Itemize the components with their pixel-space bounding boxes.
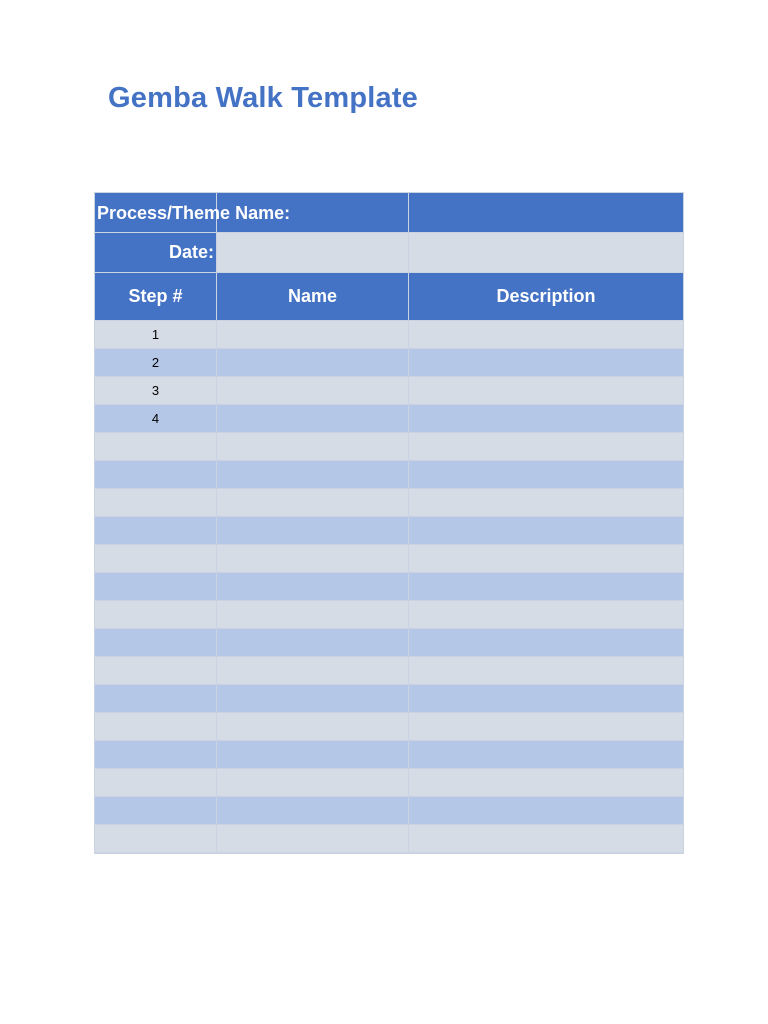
step-description-cell[interactable] <box>409 629 683 657</box>
step-name-cell[interactable] <box>217 657 409 685</box>
date-field[interactable] <box>217 233 409 273</box>
step-number-cell[interactable] <box>95 825 217 853</box>
step-description-cell[interactable] <box>409 685 683 713</box>
step-name-cell[interactable] <box>217 713 409 741</box>
table-row <box>95 321 683 349</box>
step-number-cell[interactable] <box>95 657 217 685</box>
step-number-cell[interactable] <box>95 433 217 461</box>
step-name-cell[interactable] <box>217 517 409 545</box>
step-description-cell[interactable] <box>409 321 683 349</box>
step-number-cell[interactable] <box>95 685 217 713</box>
step-description-cell[interactable] <box>409 657 683 685</box>
table-row <box>95 713 683 741</box>
step-description-cell[interactable] <box>409 545 683 573</box>
step-number-cell[interactable]: 2 <box>95 349 217 377</box>
step-description-cell[interactable] <box>409 769 683 797</box>
step-name-cell[interactable] <box>217 405 409 433</box>
step-number-cell[interactable] <box>95 629 217 657</box>
step-name-cell[interactable] <box>217 461 409 489</box>
step-name-cell[interactable] <box>217 545 409 573</box>
step-description-cell[interactable] <box>409 825 683 853</box>
step-description-cell[interactable] <box>409 489 683 517</box>
step-number-cell[interactable] <box>95 713 217 741</box>
step-number-cell[interactable]: 3 <box>95 377 217 405</box>
column-header-row <box>95 273 683 321</box>
step-description-cell[interactable] <box>409 405 683 433</box>
step-number-cell[interactable] <box>95 741 217 769</box>
step-name-cell[interactable] <box>217 741 409 769</box>
step-number-cell[interactable] <box>95 517 217 545</box>
step-number-cell[interactable] <box>95 573 217 601</box>
step-number-cell[interactable]: 4 <box>95 405 217 433</box>
table-row <box>95 573 683 601</box>
table-row <box>95 741 683 769</box>
table-row <box>95 657 683 685</box>
step-name-cell[interactable] <box>217 349 409 377</box>
table-row <box>95 685 683 713</box>
table-row <box>95 601 683 629</box>
step-name-cell[interactable] <box>217 629 409 657</box>
step-description-cell[interactable] <box>409 517 683 545</box>
table-row <box>95 461 683 489</box>
table-row <box>95 545 683 573</box>
page-title: Gemba Walk Template <box>108 82 418 114</box>
step-description-cell[interactable] <box>409 461 683 489</box>
step-number-cell[interactable] <box>95 461 217 489</box>
table-row <box>95 405 683 433</box>
table-row <box>95 517 683 545</box>
step-name-cell[interactable] <box>217 321 409 349</box>
step-description-cell[interactable] <box>409 377 683 405</box>
step-name-cell[interactable] <box>217 601 409 629</box>
table-body <box>95 321 683 853</box>
step-number-cell[interactable] <box>95 489 217 517</box>
process-theme-name-label: Process/Theme Name: <box>97 203 291 223</box>
date-field-extra[interactable] <box>409 233 683 273</box>
step-description-cell[interactable] <box>409 573 683 601</box>
table-row <box>95 377 683 405</box>
step-number-cell[interactable] <box>95 601 217 629</box>
table-row <box>95 825 683 853</box>
step-name-cell[interactable] <box>217 377 409 405</box>
table-row <box>95 489 683 517</box>
step-number-cell[interactable] <box>95 545 217 573</box>
step-name-cell[interactable] <box>217 797 409 825</box>
table-row <box>95 349 683 377</box>
step-name-cell[interactable] <box>217 769 409 797</box>
process-theme-name-field[interactable] <box>409 193 683 233</box>
date-label: Date: <box>95 233 217 273</box>
step-number-cell[interactable] <box>95 797 217 825</box>
step-number-cell[interactable] <box>95 769 217 797</box>
step-description-cell[interactable] <box>409 797 683 825</box>
step-description-cell[interactable] <box>409 433 683 461</box>
column-header-name: Name <box>217 273 409 321</box>
step-name-cell[interactable] <box>217 573 409 601</box>
table-row <box>95 433 683 461</box>
step-description-cell[interactable] <box>409 601 683 629</box>
step-name-cell[interactable] <box>217 685 409 713</box>
step-name-cell[interactable] <box>217 489 409 517</box>
table-row <box>95 769 683 797</box>
step-description-cell[interactable] <box>409 713 683 741</box>
column-header-step: Step # <box>95 273 217 321</box>
step-number-cell[interactable]: 1 <box>95 321 217 349</box>
step-description-cell[interactable] <box>409 349 683 377</box>
date-row <box>95 233 683 273</box>
step-description-cell[interactable] <box>409 741 683 769</box>
table-row <box>95 629 683 657</box>
step-name-cell[interactable] <box>217 433 409 461</box>
step-name-cell[interactable] <box>217 825 409 853</box>
gemba-walk-table <box>94 192 684 854</box>
column-header-description: Description <box>409 273 683 321</box>
process-row <box>95 193 683 233</box>
table-row <box>95 797 683 825</box>
